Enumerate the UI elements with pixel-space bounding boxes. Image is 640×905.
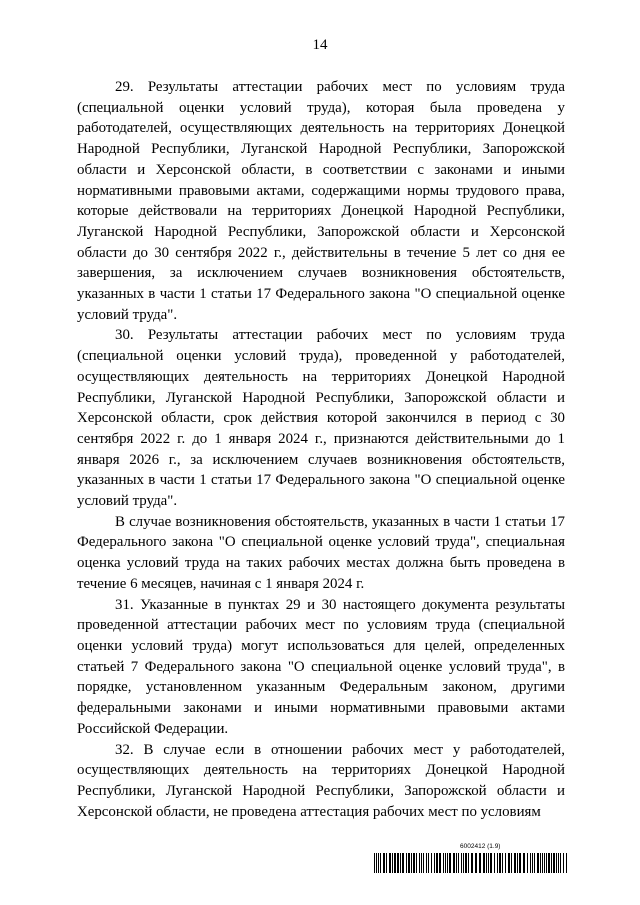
barcode-bar (483, 853, 485, 873)
document-code: 6002412 (1.9) (460, 843, 501, 850)
barcode-bar (514, 853, 516, 873)
barcode-bar (517, 853, 518, 873)
barcode-bar (523, 853, 525, 873)
barcode-bar (458, 853, 459, 873)
barcode-bar (456, 853, 457, 873)
barcode-bar (423, 853, 424, 873)
paragraph-31: 31. Указанные в пунктах 29 и 30 настоящего документа результаты проведенной аттестации рабочих мест по условиям труда (специальной оценки условий труда) могут использоваться для целей, определенных статьей 7 Федерального закона "О специальной оценке условий труда", в порядке, установленном указанным Федеральным законом, другими федеральными законами и иными нормативными правовыми актами Российской Федерации. (77, 596, 565, 737)
barcode-bar (530, 853, 531, 873)
barcode-bar (447, 853, 448, 873)
barcode-bar (416, 853, 417, 873)
barcode-bar (553, 853, 555, 873)
document-body (77, 77, 565, 822)
paragraph-30-continuation: В случае возникновения обстоятельств, указанных в части 1 статьи 17 Федерального закона "О специальной оценке условий труда", специальная оценка условий труда на таких рабочих местах должна быть проведена в течение 6 месяцев, начиная с 1 января 2024 г. (77, 513, 565, 592)
barcode-bar (408, 853, 410, 873)
barcode-bar (428, 853, 429, 873)
barcode-graphic (374, 853, 567, 873)
barcode-bar (548, 853, 550, 873)
barcode-bar (511, 853, 512, 873)
barcode-bar (443, 853, 444, 873)
barcode-bar (439, 853, 441, 873)
barcode-bar (463, 853, 464, 873)
barcode-bar (419, 853, 420, 873)
barcode-bar (475, 853, 477, 873)
barcode-bar (542, 853, 543, 873)
barcode-bar (468, 853, 469, 873)
barcode-bar (556, 853, 557, 873)
barcode-bar (434, 853, 435, 873)
barcode-bar (394, 853, 396, 873)
barcode-bar (519, 853, 521, 873)
barcode-bar (445, 853, 446, 873)
barcode-bar (453, 853, 455, 873)
barcode-bar (406, 853, 407, 873)
barcode-bar (461, 853, 462, 873)
barcode-bar (544, 853, 545, 873)
barcode-bar (490, 853, 492, 873)
barcode-bar (494, 853, 495, 873)
barcode-bar (386, 853, 387, 873)
barcode-bar (389, 853, 391, 873)
barcode-bar (508, 853, 510, 873)
barcode-bar (392, 853, 393, 873)
barcode-bar (532, 853, 533, 873)
barcode-bar (499, 853, 501, 873)
barcode-bar (534, 853, 535, 873)
barcode-bar (497, 853, 498, 873)
barcode-bar (436, 853, 438, 873)
barcode-bar (465, 853, 467, 873)
barcode-bar (527, 853, 528, 873)
paragraph-32: 32. В случае если в отношении рабочих мест у работодателей, осуществляющих деятельность на территориях Донецкой Народной Республики, Луганской Народной Республики, Запорожской области и Херсонской области, не проведена аттестация рабочих мест по условиям (77, 741, 565, 820)
barcode-bar (380, 853, 381, 873)
barcode-bar (383, 853, 385, 873)
paragraph-30: 30. Результаты аттестации рабочих мест по условиям труда (специальной оценки условий труда), проведенной у работодателей, осуществляющих деятельность на территориях Донецкой Народной Республики, Луганской Народной Республики, Запорожской области и Херсонской области, срок действия которой закончился в период с 30 сентября 2022 г. до 1 января 2024 г., признаются действительными до 1 января 2026 г., за исключением случаев возникновения обстоятельств, указанных в части 1 статьи 17 Федерального закона "О специальной оценке условий труда". (77, 327, 565, 510)
barcode-bar (540, 853, 541, 873)
barcode-bar (413, 853, 415, 873)
barcode-bar (560, 853, 561, 873)
barcode-bar (431, 853, 432, 873)
barcode-bar (426, 853, 427, 873)
barcode-bar (479, 853, 481, 873)
barcode-bar (563, 853, 564, 873)
barcode-bar (551, 853, 552, 873)
barcode-bar (374, 853, 375, 873)
barcode-bar (486, 853, 487, 873)
paragraph-29: 29. Результаты аттестации рабочих мест по условиям труда (специальной оценки условий труда), которая была проведена у работодателей, осуществляющих деятельность на территориях Донецкой Народной Республики, Луганской Народной Республики, Запорожской области и Херсонской области, в соответствии с законами и иными нормативными правовыми актами, содержащими нормы трудового права, которые действовали на территориях Донецкой Народной Республики, Луганской Народной Республики, Запорожской области и Херсонской области до 30 сентября 2022 г., действительны в течение 5 лет со дня ее завершения, за исключением случаев возникновения обстоятельств, указанных в части 1 статьи 17 Федерального закона "О специальной оценке условий труда". (77, 79, 565, 323)
barcode-bar (411, 853, 412, 873)
barcode-bar (449, 853, 451, 873)
barcode-bar (566, 853, 567, 873)
barcode-bar (400, 853, 401, 873)
barcode-bar (546, 853, 547, 873)
barcode-bar (537, 853, 539, 873)
barcode (374, 853, 567, 873)
barcode-bar (402, 853, 404, 873)
barcode-bar (471, 853, 473, 873)
barcode-bar (502, 853, 503, 873)
page-number: 14 (312, 37, 328, 53)
barcode-bar (376, 853, 377, 873)
barcode-bar (488, 853, 489, 873)
barcode-bar (505, 853, 506, 873)
barcode-bar (378, 853, 379, 873)
barcode-bar (558, 853, 559, 873)
barcode-bar (421, 853, 422, 873)
barcode-bar (397, 853, 399, 873)
